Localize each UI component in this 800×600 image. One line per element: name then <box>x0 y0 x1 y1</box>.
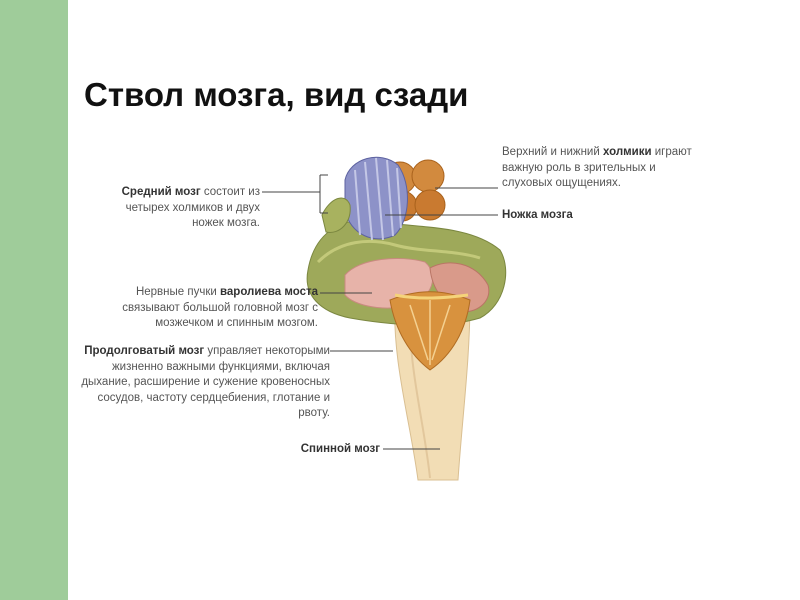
label-spinal-bold: Спинной мозг <box>300 443 380 455</box>
label-midbrain-bold: Средний мозг <box>121 186 201 198</box>
label-medulla-rest: управляет некоторыми <box>204 345 330 357</box>
label-pons <box>60 285 318 332</box>
label-colliculi-line3: слуховых ощущениях. <box>502 177 621 189</box>
label-pons-bold: варолиева моста <box>219 286 318 298</box>
label-colliculi-pre: Верхний и нижний <box>502 146 603 158</box>
label-midbrain-line3: ножек мозга. <box>192 217 260 229</box>
label-medulla-line2: жизненно важными функциями, включая <box>111 360 330 373</box>
label-medulla-line4: сосудов, частоту сердцебиения, глотание и <box>97 391 330 404</box>
label-medulla-bold: Продолговатый мозг <box>84 345 205 357</box>
label-medulla <box>30 344 330 422</box>
label-medulla-line3: дыхание, расширение и сужение кровеносных <box>81 376 330 388</box>
label-midbrain <box>60 185 260 232</box>
label-pons-line2: связывают большой головной мозг с <box>122 301 318 314</box>
label-medulla-line5: рвоту. <box>298 407 330 419</box>
label-spinal <box>230 442 380 458</box>
label-pons-line3: мозжечком и спинным мозгом. <box>155 317 318 329</box>
slide-title: Ствол мозга, вид сзади <box>84 76 469 113</box>
label-pons-pre: Нервные пучки <box>135 286 220 298</box>
label-midbrain-line2: четырех холмиков и двух <box>125 201 260 214</box>
label-midbrain-rest: состоит из <box>200 186 260 198</box>
label-colliculi <box>502 145 742 192</box>
label-colliculi-line2: важную роль в зрительных и <box>502 161 656 174</box>
label-colliculi-bold: холмики <box>602 146 652 158</box>
label-colliculi-post: играют <box>651 146 692 158</box>
label-peduncle <box>502 208 573 224</box>
label-peduncle-bold: Ножка мозга <box>502 209 573 221</box>
